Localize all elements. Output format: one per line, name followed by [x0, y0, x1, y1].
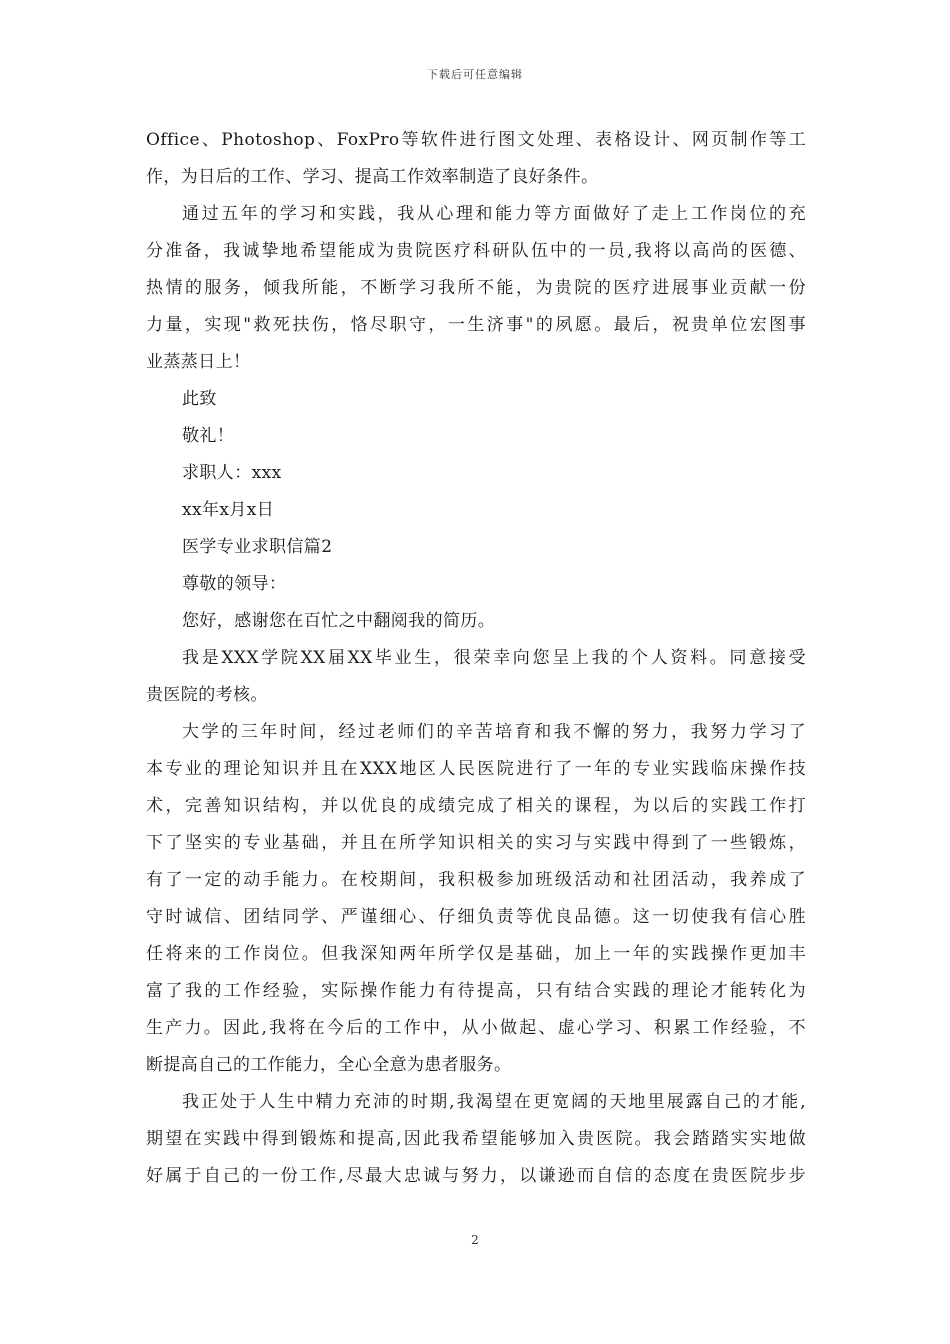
- paragraph-line: 大学的三年时间，经过老师们的辛苦培育和我不懈的努力，我努力学习了: [182, 722, 806, 742]
- date-line: xx年x月x日: [182, 500, 275, 520]
- body-line: 生产力。因此,我将在今后的工作中，从小做起、虚心学习、积累工作经验，不: [146, 1018, 806, 1038]
- body-line: 任将来的工作岗位。但我深知两年所学仅是基础，加上一年的实践操作更加丰: [146, 944, 806, 964]
- body-line: 好属于自己的一份工作,尽最大忠诚与努力，以谦逊而自信的态度在贵医院步步: [146, 1166, 806, 1186]
- document-body: [146, 122, 806, 1195]
- body-line: 业蒸蒸日上！: [146, 352, 251, 372]
- body-line: Office、Photoshop、FoxPro等软件进行图文处理、表格设计、网页制作等工: [146, 130, 806, 150]
- body-line: 热情的服务，倾我所能，不断学习我所不能，为贵院的医疗进展事业贡献一份: [146, 278, 806, 298]
- body-line: 本专业的理论知识并且在XXX地区人民医院进行了一年的专业实践临床操作技: [146, 759, 806, 779]
- closing-line: 此致: [182, 389, 217, 409]
- body-line: 术，完善知识结构，并以优良的成绩完成了相关的课程，为以后的实践工作打: [146, 796, 806, 816]
- salutation-line: 尊敬的领导：: [182, 574, 287, 594]
- paragraph-line: 我正处于人生中精力充沛的时期,我渴望在更宽阔的天地里展露自己的才能,: [182, 1092, 806, 1112]
- section-title: 医学专业求职信篇2: [182, 537, 333, 557]
- body-line: 下了坚实的专业基础，并且在所学知识相关的实习与实践中得到了一些锻炼，: [146, 833, 806, 853]
- page-header: 下载后可任意编辑: [427, 68, 523, 81]
- body-line: 守时诚信、团结同学、严谨细心、仔细负责等优良品德。这一切使我有信心胜: [146, 907, 806, 927]
- body-line: 期望在实践中得到锻炼和提高,因此我希望能够加入贵医院。我会踏踏实实地做: [146, 1129, 806, 1149]
- body-line: 贵医院的考核。: [146, 685, 268, 705]
- signature-line: 求职人：xxx: [182, 463, 282, 483]
- body-line: 作，为日后的工作、学习、提高工作效率制造了良好条件。: [146, 167, 599, 187]
- body-line: 富了我的工作经验，实际操作能力有待提高，只有结合实践的理论才能转化为: [146, 981, 806, 1001]
- page-number: 2: [471, 1233, 479, 1247]
- closing-line: 敬礼！: [182, 426, 235, 446]
- paragraph-line: 我是XXX学院XX届XX毕业生，很荣幸向您呈上我的个人资料。同意接受: [182, 648, 806, 668]
- body-line: 有了一定的动手能力。在校期间，我积极参加班级活动和社团活动，我养成了: [146, 870, 806, 890]
- body-line: 力量，实现"救死扶伤，恪尽职守，一生济事"的夙愿。最后，祝贵单位宏图事: [146, 315, 806, 335]
- body-line: 分准备，我诚挚地希望能成为贵院医疗科研队伍中的一员,我将以高尚的医德、: [146, 241, 806, 261]
- body-line: 断提高自己的工作能力，全心全意为患者服务。: [146, 1055, 512, 1075]
- greeting-line: 您好，感谢您在百忙之中翻阅我的简历。: [182, 611, 496, 631]
- paragraph-line: 通过五年的学习和实践，我从心理和能力等方面做好了走上工作岗位的充: [182, 204, 806, 224]
